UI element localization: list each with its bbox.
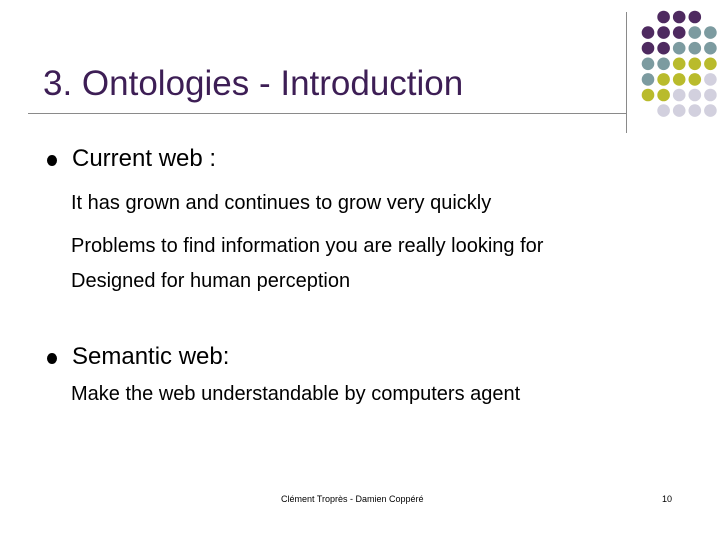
sub-point-human-perception: Designed for human perception: [71, 270, 351, 292]
decorative-dot: [642, 42, 655, 55]
decorative-dot: [673, 58, 686, 71]
decorative-dot: [657, 11, 670, 24]
vertical-divider: [626, 12, 627, 133]
title-divider: [28, 113, 627, 114]
decorative-dot: [704, 104, 717, 117]
bullet-semantic-web: Semantic web:: [72, 343, 230, 370]
decorative-dot: [689, 104, 702, 117]
decorative-dot: [689, 26, 702, 39]
sub-point-finding-info: Problems to find information you are really looking for: [71, 235, 544, 257]
decorative-dot: [657, 58, 670, 71]
decorative-dot: [704, 73, 717, 86]
decorative-dot: [704, 42, 717, 55]
decorative-dot: [657, 42, 670, 55]
page-number: 10: [662, 494, 673, 504]
decorative-dot: [689, 58, 702, 71]
sub-point-understandable: Make the web understandable by computers agent: [71, 383, 521, 405]
bullet-current-web: Current web :: [72, 145, 217, 172]
decorative-dot: [689, 73, 702, 86]
decorative-dot: [642, 26, 655, 39]
decorative-dot-grid: [640, 9, 720, 124]
decorative-dot: [657, 73, 670, 86]
decorative-dot: [642, 89, 655, 102]
decorative-dot: [673, 26, 686, 39]
decorative-dot: [657, 26, 670, 39]
decorative-dot: [673, 73, 686, 86]
bullet-icon: [47, 155, 57, 166]
decorative-dot: [642, 58, 655, 71]
decorative-dot: [689, 89, 702, 102]
decorative-dot: [704, 26, 717, 39]
slide-footer: Clément Troprès - Damien Coppéré: [281, 494, 424, 504]
decorative-dot: [673, 104, 686, 117]
decorative-dot: [673, 89, 686, 102]
decorative-dot: [689, 11, 702, 24]
decorative-dot: [642, 73, 655, 86]
decorative-dot: [704, 58, 717, 71]
decorative-dot: [689, 42, 702, 55]
sub-point-growth: It has grown and continues to grow very quickly: [71, 192, 492, 214]
decorative-dot: [673, 42, 686, 55]
slide-title: 3. Ontologies - Introduction: [43, 64, 464, 103]
decorative-dot: [657, 104, 670, 117]
decorative-dot: [657, 89, 670, 102]
decorative-dot: [704, 89, 717, 102]
decorative-dot: [673, 11, 686, 24]
bullet-icon: [47, 353, 57, 364]
